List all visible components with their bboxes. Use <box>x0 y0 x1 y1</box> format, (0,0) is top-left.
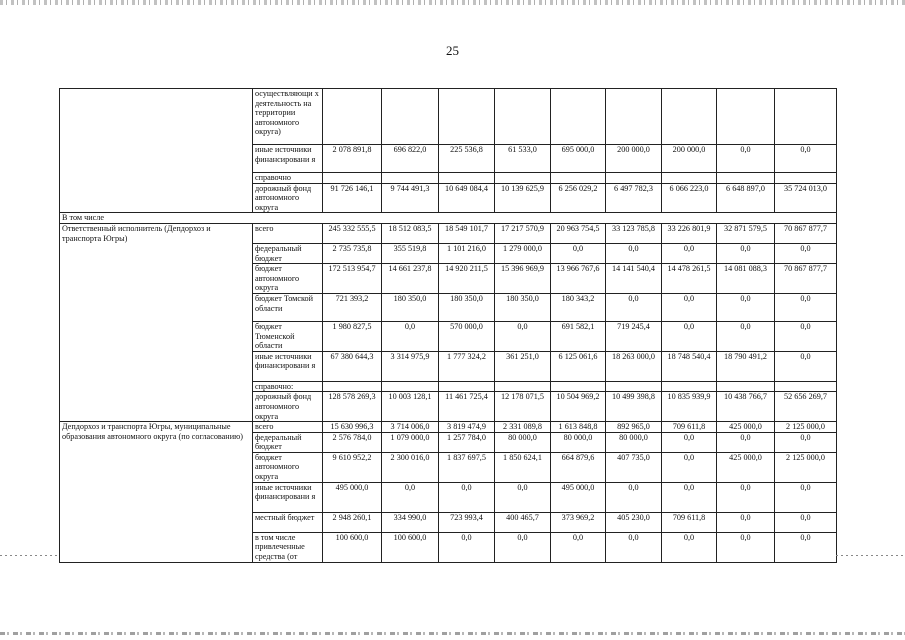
amount-cell: 18 549 101,7 <box>439 223 495 243</box>
amount-cell <box>662 173 717 184</box>
amount-cell: 0,0 <box>606 293 662 321</box>
amount-cell: 91 726 146,1 <box>323 183 382 213</box>
amount-cell: 495 000,0 <box>323 482 382 512</box>
section-heading: В том числе <box>60 213 837 224</box>
amount-cell <box>382 173 439 184</box>
amount-cell: 32 871 579,5 <box>717 223 775 243</box>
amount-cell: 2 331 089,8 <box>495 422 551 433</box>
amount-cell: 0,0 <box>495 532 551 562</box>
funding-source-label: иные источники финансировани я <box>253 145 323 173</box>
amount-cell: 33 226 801,9 <box>662 223 717 243</box>
amount-cell: 355 519,8 <box>382 243 439 263</box>
amount-cell: 0,0 <box>775 432 837 452</box>
scan-artifact-bottom <box>0 632 905 635</box>
amount-cell: 361 251,0 <box>495 351 551 381</box>
amount-cell <box>323 381 382 392</box>
amount-cell: 0,0 <box>717 482 775 512</box>
amount-cell: 1 101 216,0 <box>439 243 495 263</box>
amount-cell: 0,0 <box>662 321 717 351</box>
amount-cell <box>495 89 551 145</box>
amount-cell: 0,0 <box>775 351 837 381</box>
amount-cell: 696 822,0 <box>382 145 439 173</box>
amount-cell: 33 123 785,8 <box>606 223 662 243</box>
amount-cell: 334 990,0 <box>382 512 439 532</box>
responsible-party-cell <box>60 89 253 213</box>
funding-source-label: бюджет Тюменской области <box>253 321 323 351</box>
amount-cell <box>323 89 382 145</box>
amount-cell: 6 497 782,3 <box>606 183 662 213</box>
amount-cell: 10 438 766,7 <box>717 392 775 422</box>
amount-cell: 425 000,0 <box>717 422 775 433</box>
amount-cell: 10 139 625,9 <box>495 183 551 213</box>
amount-cell: 13 966 767,6 <box>551 264 606 294</box>
amount-cell: 70 867 877,7 <box>775 264 837 294</box>
amount-cell: 0,0 <box>439 532 495 562</box>
amount-cell: 0,0 <box>717 532 775 562</box>
amount-cell: 6 256 029,2 <box>551 183 606 213</box>
amount-cell: 3 314 975,9 <box>382 351 439 381</box>
amount-cell: 12 178 071,5 <box>495 392 551 422</box>
amount-cell: 180 350,0 <box>495 293 551 321</box>
amount-cell: 719 245,4 <box>606 321 662 351</box>
amount-cell: 1 257 784,0 <box>439 432 495 452</box>
amount-cell: 6 648 897,0 <box>717 183 775 213</box>
amount-cell: 1 837 697,5 <box>439 452 495 482</box>
amount-cell <box>382 381 439 392</box>
amount-cell: 128 578 269,3 <box>323 392 382 422</box>
funding-source-label: осуществляющи х деятельность на территории автономного округа) <box>253 89 323 145</box>
amount-cell: 0,0 <box>606 243 662 263</box>
amount-cell: 11 461 725,4 <box>439 392 495 422</box>
amount-cell: 0,0 <box>382 482 439 512</box>
amount-cell: 0,0 <box>439 482 495 512</box>
amount-cell: 0,0 <box>717 512 775 532</box>
amount-cell <box>551 89 606 145</box>
amount-cell: 400 465,7 <box>495 512 551 532</box>
amount-cell: 0,0 <box>495 482 551 512</box>
page-number: 25 <box>446 43 459 58</box>
table-row <box>60 213 837 224</box>
amount-cell: 200 000,0 <box>606 145 662 173</box>
amount-cell: 2 125 000,0 <box>775 452 837 482</box>
amount-cell: 14 661 237,8 <box>382 264 439 294</box>
scan-artifact-left <box>0 555 58 556</box>
amount-cell: 0,0 <box>717 243 775 263</box>
funding-source-label: всего <box>253 422 323 433</box>
amount-cell: 1 079 000,0 <box>382 432 439 452</box>
amount-cell <box>323 173 382 184</box>
amount-cell: 0,0 <box>775 512 837 532</box>
amount-cell <box>495 173 551 184</box>
funding-source-label: справочно <box>253 173 323 184</box>
amount-cell <box>775 89 837 145</box>
amount-cell <box>551 381 606 392</box>
amount-cell: 0,0 <box>662 243 717 263</box>
amount-cell: 407 735,0 <box>606 452 662 482</box>
funding-source-label: бюджет Томской области <box>253 293 323 321</box>
amount-cell: 1 613 848,8 <box>551 422 606 433</box>
amount-cell: 0,0 <box>662 452 717 482</box>
amount-cell <box>775 381 837 392</box>
amount-cell: 664 879,6 <box>551 452 606 482</box>
amount-cell: 2 078 891,8 <box>323 145 382 173</box>
funding-source-label: местный бюджет <box>253 512 323 532</box>
amount-cell: 0,0 <box>662 293 717 321</box>
amount-cell: 3 714 006,0 <box>382 422 439 433</box>
amount-cell: 6 066 223,0 <box>662 183 717 213</box>
amount-cell: 495 000,0 <box>551 482 606 512</box>
amount-cell: 3 819 474,9 <box>439 422 495 433</box>
amount-cell: 18 748 540,4 <box>662 351 717 381</box>
responsible-party-cell: Ответственный исполнитель (Депдорхоз и транспорта Югры) <box>60 223 253 421</box>
amount-cell <box>439 89 495 145</box>
amount-cell <box>662 89 717 145</box>
amount-cell: 18 512 083,5 <box>382 223 439 243</box>
amount-cell: 0,0 <box>606 532 662 562</box>
funding-source-label: иные источники финансировани я <box>253 482 323 512</box>
amount-cell: 180 343,2 <box>551 293 606 321</box>
amount-cell: 14 920 211,5 <box>439 264 495 294</box>
amount-cell: 200 000,0 <box>662 145 717 173</box>
budget-table <box>59 88 837 563</box>
responsible-party-cell: Депдорхоз и транспорта Югры, муниципальные образования автономного округа (по согласованию) <box>60 422 253 563</box>
amount-cell: 0,0 <box>717 145 775 173</box>
amount-cell: 17 217 570,9 <box>495 223 551 243</box>
amount-cell: 0,0 <box>775 321 837 351</box>
amount-cell: 15 630 996,3 <box>323 422 382 433</box>
amount-cell <box>439 173 495 184</box>
amount-cell: 1 980 827,5 <box>323 321 382 351</box>
amount-cell: 709 611,8 <box>662 422 717 433</box>
amount-cell: 0,0 <box>662 532 717 562</box>
amount-cell: 691 582,1 <box>551 321 606 351</box>
amount-cell: 70 867 877,7 <box>775 223 837 243</box>
funding-source-label: федеральный бюджет <box>253 243 323 263</box>
amount-cell: 721 393,2 <box>323 293 382 321</box>
amount-cell: 35 724 013,0 <box>775 183 837 213</box>
amount-cell: 14 081 088,3 <box>717 264 775 294</box>
amount-cell <box>551 173 606 184</box>
amount-cell: 180 350,0 <box>382 293 439 321</box>
amount-cell: 405 230,0 <box>606 512 662 532</box>
amount-cell: 570 000,0 <box>439 321 495 351</box>
amount-cell: 10 835 939,9 <box>662 392 717 422</box>
amount-cell: 172 513 954,7 <box>323 264 382 294</box>
amount-cell <box>717 381 775 392</box>
amount-cell: 373 969,2 <box>551 512 606 532</box>
amount-cell: 80 000,0 <box>495 432 551 452</box>
amount-cell: 20 963 754,5 <box>551 223 606 243</box>
funding-source-label: иные источники финансировани я <box>253 351 323 381</box>
amount-cell: 14 141 540,4 <box>606 264 662 294</box>
funding-source-label: дорожный фонд автономного округа <box>253 392 323 422</box>
amount-cell: 10 649 084,4 <box>439 183 495 213</box>
amount-cell <box>606 173 662 184</box>
amount-cell <box>439 381 495 392</box>
amount-cell: 0,0 <box>775 532 837 562</box>
amount-cell: 892 965,0 <box>606 422 662 433</box>
scan-artifact-top <box>0 0 905 5</box>
funding-source-label: всего <box>253 223 323 243</box>
amount-cell: 0,0 <box>775 293 837 321</box>
table-row <box>60 89 837 145</box>
funding-source-label: дорожный фонд автономного округа <box>253 183 323 213</box>
amount-cell: 2 735 735,8 <box>323 243 382 263</box>
amount-cell: 10 504 969,2 <box>551 392 606 422</box>
amount-cell: 0,0 <box>775 482 837 512</box>
amount-cell: 0,0 <box>551 243 606 263</box>
amount-cell: 100 600,0 <box>382 532 439 562</box>
amount-cell <box>775 173 837 184</box>
amount-cell: 245 332 555,5 <box>323 223 382 243</box>
amount-cell: 2 576 784,0 <box>323 432 382 452</box>
amount-cell: 0,0 <box>717 432 775 452</box>
amount-cell: 1 850 624,1 <box>495 452 551 482</box>
amount-cell <box>382 89 439 145</box>
table-row <box>60 422 837 433</box>
amount-cell: 0,0 <box>382 321 439 351</box>
amount-cell: 0,0 <box>662 482 717 512</box>
amount-cell: 2 948 260,1 <box>323 512 382 532</box>
amount-cell: 80 000,0 <box>551 432 606 452</box>
amount-cell: 225 536,8 <box>439 145 495 173</box>
amount-cell: 67 380 644,3 <box>323 351 382 381</box>
amount-cell: 0,0 <box>551 532 606 562</box>
amount-cell: 10 499 398,8 <box>606 392 662 422</box>
amount-cell <box>662 381 717 392</box>
scan-artifact-right <box>836 555 905 556</box>
amount-cell <box>717 173 775 184</box>
amount-cell: 9 610 952,2 <box>323 452 382 482</box>
amount-cell: 0,0 <box>662 432 717 452</box>
amount-cell <box>717 89 775 145</box>
amount-cell: 0,0 <box>775 243 837 263</box>
funding-source-label: справочно: <box>253 381 323 392</box>
amount-cell: 14 478 261,5 <box>662 264 717 294</box>
amount-cell <box>606 381 662 392</box>
amount-cell: 61 533,0 <box>495 145 551 173</box>
amount-cell: 0,0 <box>495 321 551 351</box>
funding-source-label: бюджет автономного округа <box>253 452 323 482</box>
funding-source-label: бюджет автономного округа <box>253 264 323 294</box>
amount-cell: 1 777 324,2 <box>439 351 495 381</box>
amount-cell: 100 600,0 <box>323 532 382 562</box>
amount-cell: 6 125 061,6 <box>551 351 606 381</box>
amount-cell <box>495 381 551 392</box>
amount-cell: 9 744 491,3 <box>382 183 439 213</box>
amount-cell: 15 396 969,9 <box>495 264 551 294</box>
amount-cell: 1 279 000,0 <box>495 243 551 263</box>
amount-cell: 695 000,0 <box>551 145 606 173</box>
amount-cell <box>606 89 662 145</box>
amount-cell: 709 611,8 <box>662 512 717 532</box>
amount-cell: 425 000,0 <box>717 452 775 482</box>
amount-cell: 723 993,4 <box>439 512 495 532</box>
funding-source-label: федеральный бюджет <box>253 432 323 452</box>
amount-cell: 0,0 <box>717 293 775 321</box>
funding-source-label: в том числе привлеченные средства (от <box>253 532 323 562</box>
amount-cell: 0,0 <box>717 321 775 351</box>
amount-cell: 180 350,0 <box>439 293 495 321</box>
amount-cell: 80 000,0 <box>606 432 662 452</box>
amount-cell: 10 003 128,1 <box>382 392 439 422</box>
amount-cell: 18 263 000,0 <box>606 351 662 381</box>
amount-cell: 18 790 491,2 <box>717 351 775 381</box>
amount-cell: 0,0 <box>775 145 837 173</box>
table-row <box>60 223 837 243</box>
amount-cell: 2 300 016,0 <box>382 452 439 482</box>
amount-cell: 52 656 269,7 <box>775 392 837 422</box>
amount-cell: 2 125 000,0 <box>775 422 837 433</box>
amount-cell: 0,0 <box>606 482 662 512</box>
